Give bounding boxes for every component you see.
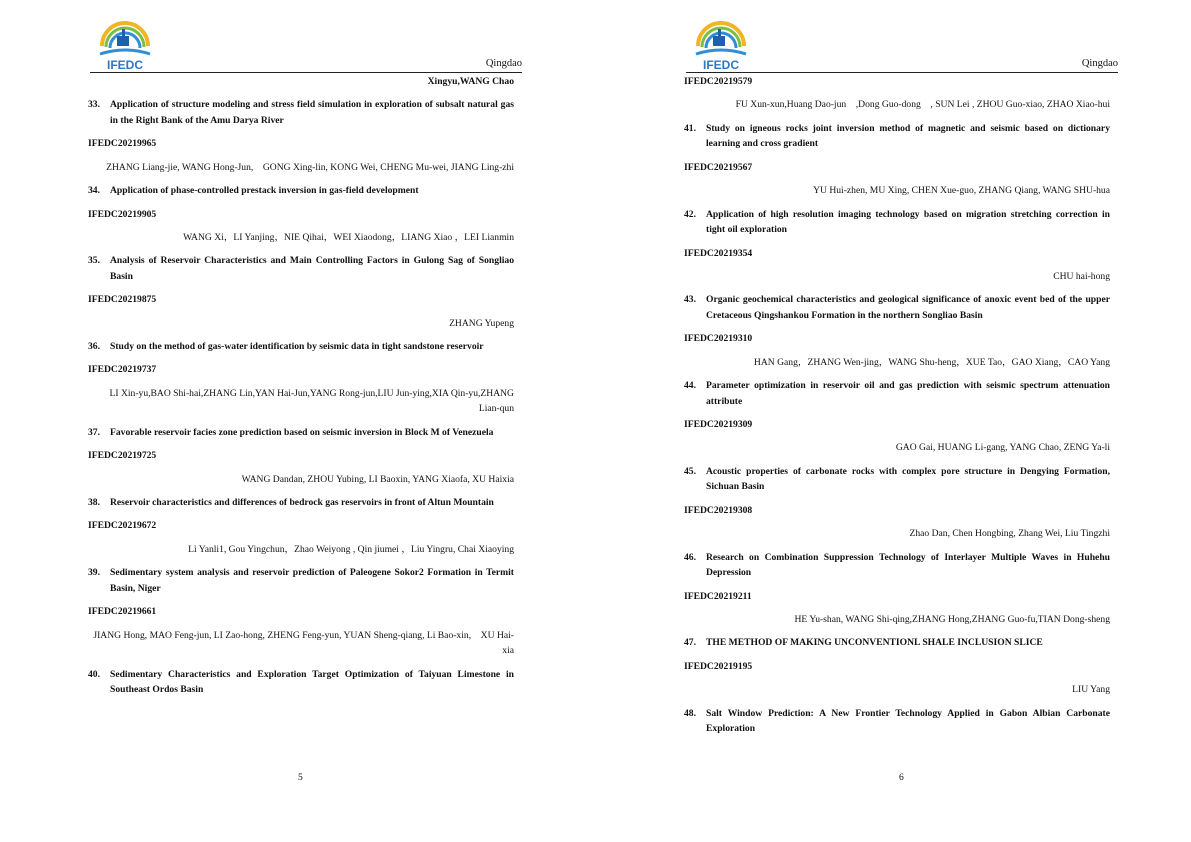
list-item (684, 378, 1110, 456)
entry-title: 33. Application of structure modeling and stress field simulation in exploration of subsalt natural gas in the Right Bank of the Amu Darya River (88, 99, 514, 126)
entry-code: IFEDC20219725 (88, 450, 157, 462)
list-item (88, 425, 514, 487)
entry-code: IFEDC20219195 (684, 660, 753, 672)
entry-title: 46. Research on Combination Suppression Technology of Interlayer Multiple Waves in Huhehu Depression (684, 551, 1110, 579)
logo-text: IFEDC (107, 58, 143, 72)
entry-title: 44. Parameter optimization in reservoir oil and gas prediction with seismic spectrum attenuation attribute (684, 380, 1110, 407)
entry-code: IFEDC20219211 (684, 590, 752, 602)
entry-authors: CHU hai-hong (1053, 270, 1110, 282)
entry-authors: GAO Gai, HUANG Li-gang, YANG Chao, ZENG Ya-li (895, 442, 1110, 454)
entry-authors: HE Yu-shan, WANG Shi-qing,ZHANG Hong,ZHANG Guo-fu,TIAN Dong-sheng (794, 613, 1110, 625)
list-item (88, 253, 514, 331)
entry-authors: Li Yanli1, Gou Yingchun，Zhao Weiyong , Qin jiumei ，Liu Yingru, Chai Xiaoying (188, 543, 514, 555)
continued-authors: FU Xun-xun,Huang Dao-jun ,Dong Guo-dong , SUN Lei , ZHOU Guo-xiao, ZHAO Xiao-hui (735, 99, 1110, 111)
entry-authors: ZHANG Yupeng (449, 317, 514, 329)
entry-code: IFEDC20219567 (684, 161, 753, 173)
entry-title: 48. Salt Window Prediction: A New Frontier Technology Applied in Gabon Albian Carbonate Exploration (684, 707, 1110, 735)
list-item (88, 97, 514, 175)
list-item (88, 183, 514, 245)
entry-title: 43. Organic geochemical characteristics and geological significance of anoxic event bed of the upper Cretaceous Qingshankou Formation in the northern Songliao Basin (684, 294, 1110, 321)
entry-authors: JIANG Hong, MAO Feng-jun, LI Zao-hong, ZHENG Feng-yun, YUAN Sheng-qiang, Li Bao-xin, XU Hai-xia (93, 629, 514, 657)
entry-authors: WANG Dandan, ZHOU Yubing, LI Baoxin, YANG Xiaofa, XU Haixia (241, 473, 514, 485)
entry-authors: YU Hui-zhen, MU Xing, CHEN Xue-guo, ZHANG Qiang, WANG SHU-hua (813, 185, 1110, 197)
header-city: Qingdao (485, 58, 522, 69)
ifedc-logo (688, 20, 754, 72)
list-item (88, 667, 514, 698)
entry-title: 37. Favorable reservoir facies zone prediction based on seismic inversion in Block M of Venezuela (88, 426, 494, 438)
entry-title: 40. Sedimentary Characteristics and Exploration Target Optimization of Taiyuan Limestone in Southeast Ordos Basin (88, 668, 514, 696)
list-item (88, 339, 517, 417)
entry-title: 34. Application of phase-controlled prestack inversion in gas-field development (88, 185, 419, 197)
entry-code: IFEDC20219661 (88, 606, 157, 618)
entry-code: IFEDC20219672 (88, 520, 157, 532)
ifedc-logo (92, 20, 158, 72)
list-item (684, 706, 1110, 737)
continued-code: IFEDC20219579 (684, 76, 753, 87)
list-item (684, 635, 1110, 697)
entry-title: 39. Sedimentary system analysis and reservoir prediction of Paleogene Sokor2 Formation in Termit Basin, Niger (88, 567, 514, 594)
entry-code: IFEDC20219905 (88, 208, 157, 220)
list-item (684, 550, 1110, 628)
entry-authors: Zhao Dan, Chen Hongbing, Zhang Wei, Liu Tingzhi (909, 528, 1110, 540)
entry-code: IFEDC20219308 (684, 504, 753, 516)
entry-authors: ZHANG Liang-jie, WANG Hong-Jun, GONG Xing-lin, KONG Wei, CHENG Mu-wei, JIANG Ling-zhi (106, 161, 514, 173)
right-page (596, 0, 1191, 842)
entry-title: 47. THE METHOD OF MAKING UNCONVENTIONL SHALE INCLUSION SLICE (684, 637, 1043, 649)
entry-title: 41. Study on igneous rocks joint inversion method of magnetic and seismic based on dictionary learning and cross gradient (684, 122, 1110, 150)
list-item (684, 464, 1110, 542)
page-header (90, 20, 522, 73)
entry-authors: LI Xin-yu,BAO Shi-hai,ZHANG Lin,YAN Hai-Jun,YANG Rong-jun,LIU Jun-ying,XIA Qin-yu,ZHANG Lian-qun (109, 387, 517, 415)
continued-authors: Xingyu,WANG Chao (427, 76, 514, 87)
page-header (686, 20, 1118, 73)
list-item (684, 207, 1110, 285)
abstract-list (684, 74, 1110, 737)
entry-code: IFEDC20219737 (88, 364, 157, 376)
list-item (684, 292, 1110, 370)
entry-authors: HAN Gang，ZHANG Wen-jing，WANG Shu-heng，XUE Tao，GAO Xiang，CAO Yang (753, 356, 1110, 368)
logo-text: IFEDC (703, 58, 739, 72)
list-item (88, 565, 514, 659)
entry-code: IFEDC20219354 (684, 247, 753, 259)
entry-code: IFEDC20219309 (684, 419, 753, 431)
list-item (88, 495, 514, 557)
abstract-list (88, 74, 517, 698)
entry-title: 45. Acoustic properties of carbonate rocks with complex pore structure in Dengying Formation, Sichuan Basin (684, 465, 1110, 493)
page-number: 5 (298, 772, 303, 783)
header-city: Qingdao (1081, 58, 1118, 69)
entry-title: 38. Reservoir characteristics and differences of bedrock gas reservoirs in front of Altun Mountain (88, 497, 494, 509)
entry-authors: LIU Yang (1072, 684, 1110, 696)
entry-code: IFEDC20219310 (684, 333, 753, 345)
entry-title: 35. Analysis of Reservoir Characteristics and Main Controlling Factors in Gulong Sag of Songliao Basin (88, 255, 514, 282)
entry-code: IFEDC20219875 (88, 294, 157, 306)
list-item (684, 121, 1110, 199)
left-page (0, 0, 595, 842)
entry-title: 42. Application of high resolution imaging technology based on migration stretching correction in tight oil exploration (684, 208, 1110, 236)
entry-authors: WANG Xi，LI Yanjing，NIE Qihai，WEI Xiaodong，LIANG Xiao ，LEI Lianmin (183, 231, 514, 243)
entry-title: 36. Study on the method of gas-water identification by seismic data in tight sandstone reservoir (88, 341, 484, 353)
page-number: 6 (899, 772, 904, 783)
entry-code: IFEDC20219965 (88, 138, 157, 150)
